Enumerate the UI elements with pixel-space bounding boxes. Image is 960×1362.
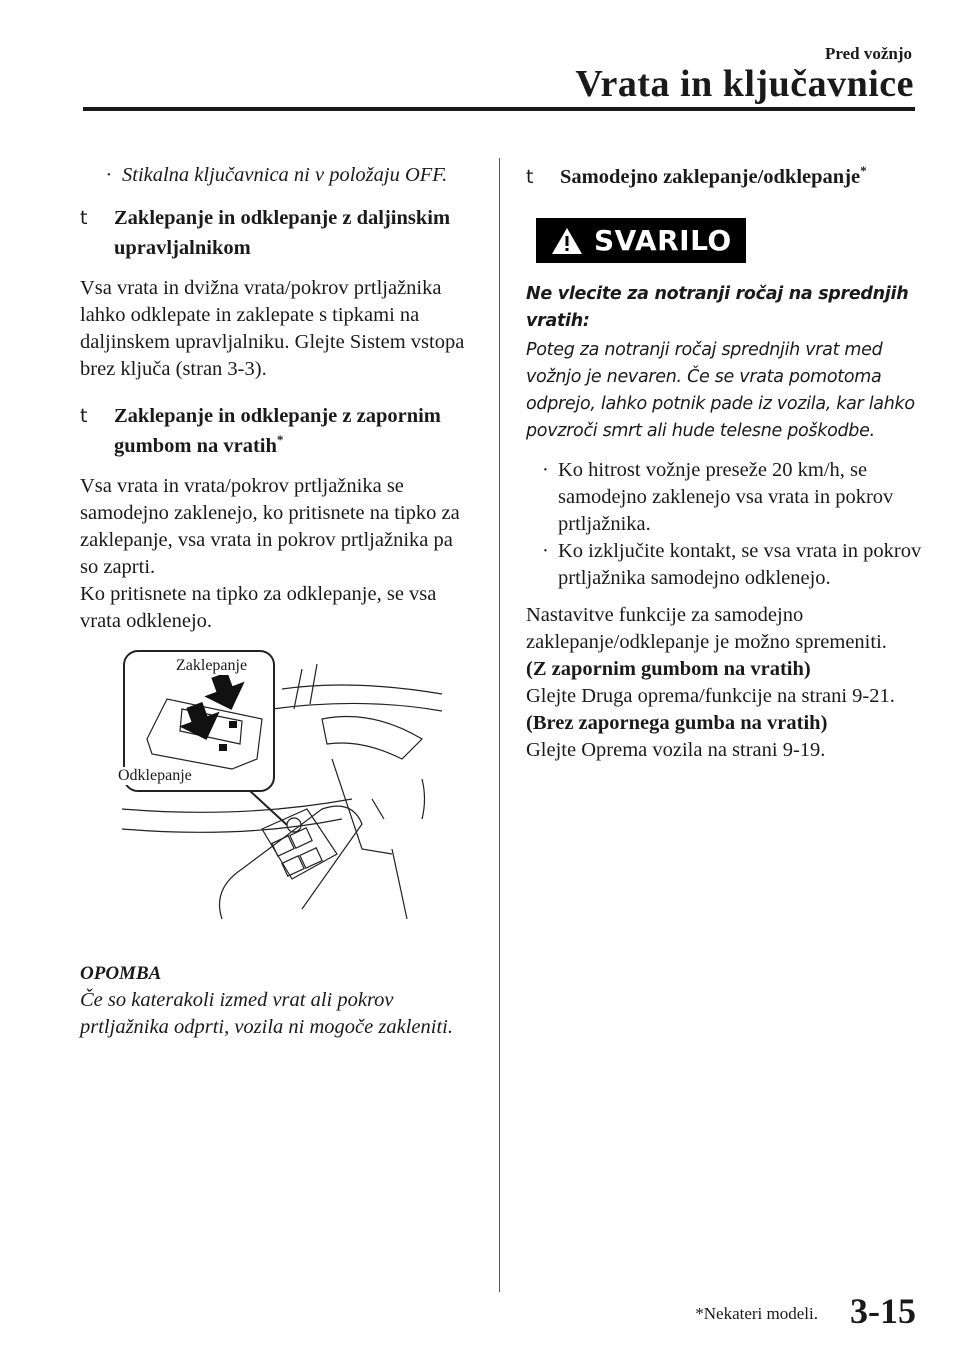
section-heading [80,401,470,461]
note-title: OPOMBA [80,963,162,984]
footnote: *Nekateri modeli. [695,1304,818,1323]
page-title: Vrata in ključavnice [575,63,914,105]
subheading: (Brez zapornega gumba na vratih) [526,712,828,734]
warning-badge [536,218,746,263]
bullet-dot: · [542,540,549,562]
heading-text: Zaklepanje in odklepanje z daljinskim upravljalnikom [114,207,451,259]
body-paragraph: Ko pritisnete na tipko za odklepanje, se vsa vrata odklenejo. [80,583,437,632]
bullet-dot: · [542,459,549,481]
section-marker-icon: t [526,166,534,188]
cross-reference: Glejte Oprema vozila na strani 9-19. [526,739,826,761]
section-heading [80,203,470,263]
subheading: (Z zapornim gumbom na vratih) [526,658,811,680]
page-number: 3-15 [850,1291,916,1331]
section-heading [526,162,926,192]
right-column [526,162,926,764]
door-switch-illustration [122,649,442,939]
footnote-star: * [860,163,867,179]
bullet-text: Ko hitrost vožnje preseže 20 km/h, se samodejno zaklenejo vsa vrata in pokrov prtljažnika. [558,459,894,535]
header-rule [83,107,915,111]
heading-text: Zaklepanje in odklepanje z zapornim gumbom na vratih [114,405,441,457]
section-marker-icon: t [80,405,88,427]
heading-text: Samodejno zaklepanje/odklepanje [560,166,861,188]
footnote-star: * [276,432,284,448]
lock-label: Zaklepanje [176,657,248,674]
section-marker-icon: t [80,207,88,229]
warning-label: SVARILO [594,224,732,257]
door-switch-figure [118,649,442,939]
body-paragraph: Nastavitve funkcije za samodejno zaklepanje/odklepanje je možno spremeniti. [526,604,887,653]
column-divider [499,158,500,1292]
bullet-item [540,457,926,538]
body-paragraph: Vsa vrata in vrata/pokrov prtljažnika se samodejno zaklenejo, ko pritisnete na tipko za zaklepanje, vsa vrata in pokrov prtljažnika pa so zaprti. [80,475,460,578]
unlock-label: Odklepanje [118,767,192,784]
body-paragraph: Vsa vrata in dvižna vrata/pokrov prtljažnika lahko odklepate in zaklepate s tipkami na daljinskem upravljalniku. Glejte Sistem vstopa brez ključa (stran 3-3). [80,277,465,380]
bullet-text: Ko izključite kontakt, se vsa vrata in pokrov prtljažnika samodejno odklenejo. [558,540,922,589]
left-column [80,162,470,1041]
bullet-item [104,162,452,189]
header-section: Pred vožnjo [824,44,912,63]
cross-reference: Glejte Druga oprema/funkcije na strani 9-21. [526,685,895,707]
warning-title: Ne vlecite za notranji ročaj na sprednjih vratih: [526,284,909,331]
warning-triangle-icon [550,226,584,256]
bullet-item [540,538,926,592]
warning-text: Poteg za notranji ročaj sprednjih vrat med vožnjo je nevaren. Če se vrata pomotoma odprejo, lahko potnik pade iz vozila, kar lahko povzroči smrt ali hude telesne poškodbe. [526,340,915,441]
bullet-dot: · [106,164,112,186]
note-text: Če so katerakoli izmed vrat ali pokrov prtljažnika odprti, vozila ni mogoče zakleniti. [80,989,453,1038]
bullet-text: Stikalna ključavnica ni v položaju OFF. [122,164,448,186]
